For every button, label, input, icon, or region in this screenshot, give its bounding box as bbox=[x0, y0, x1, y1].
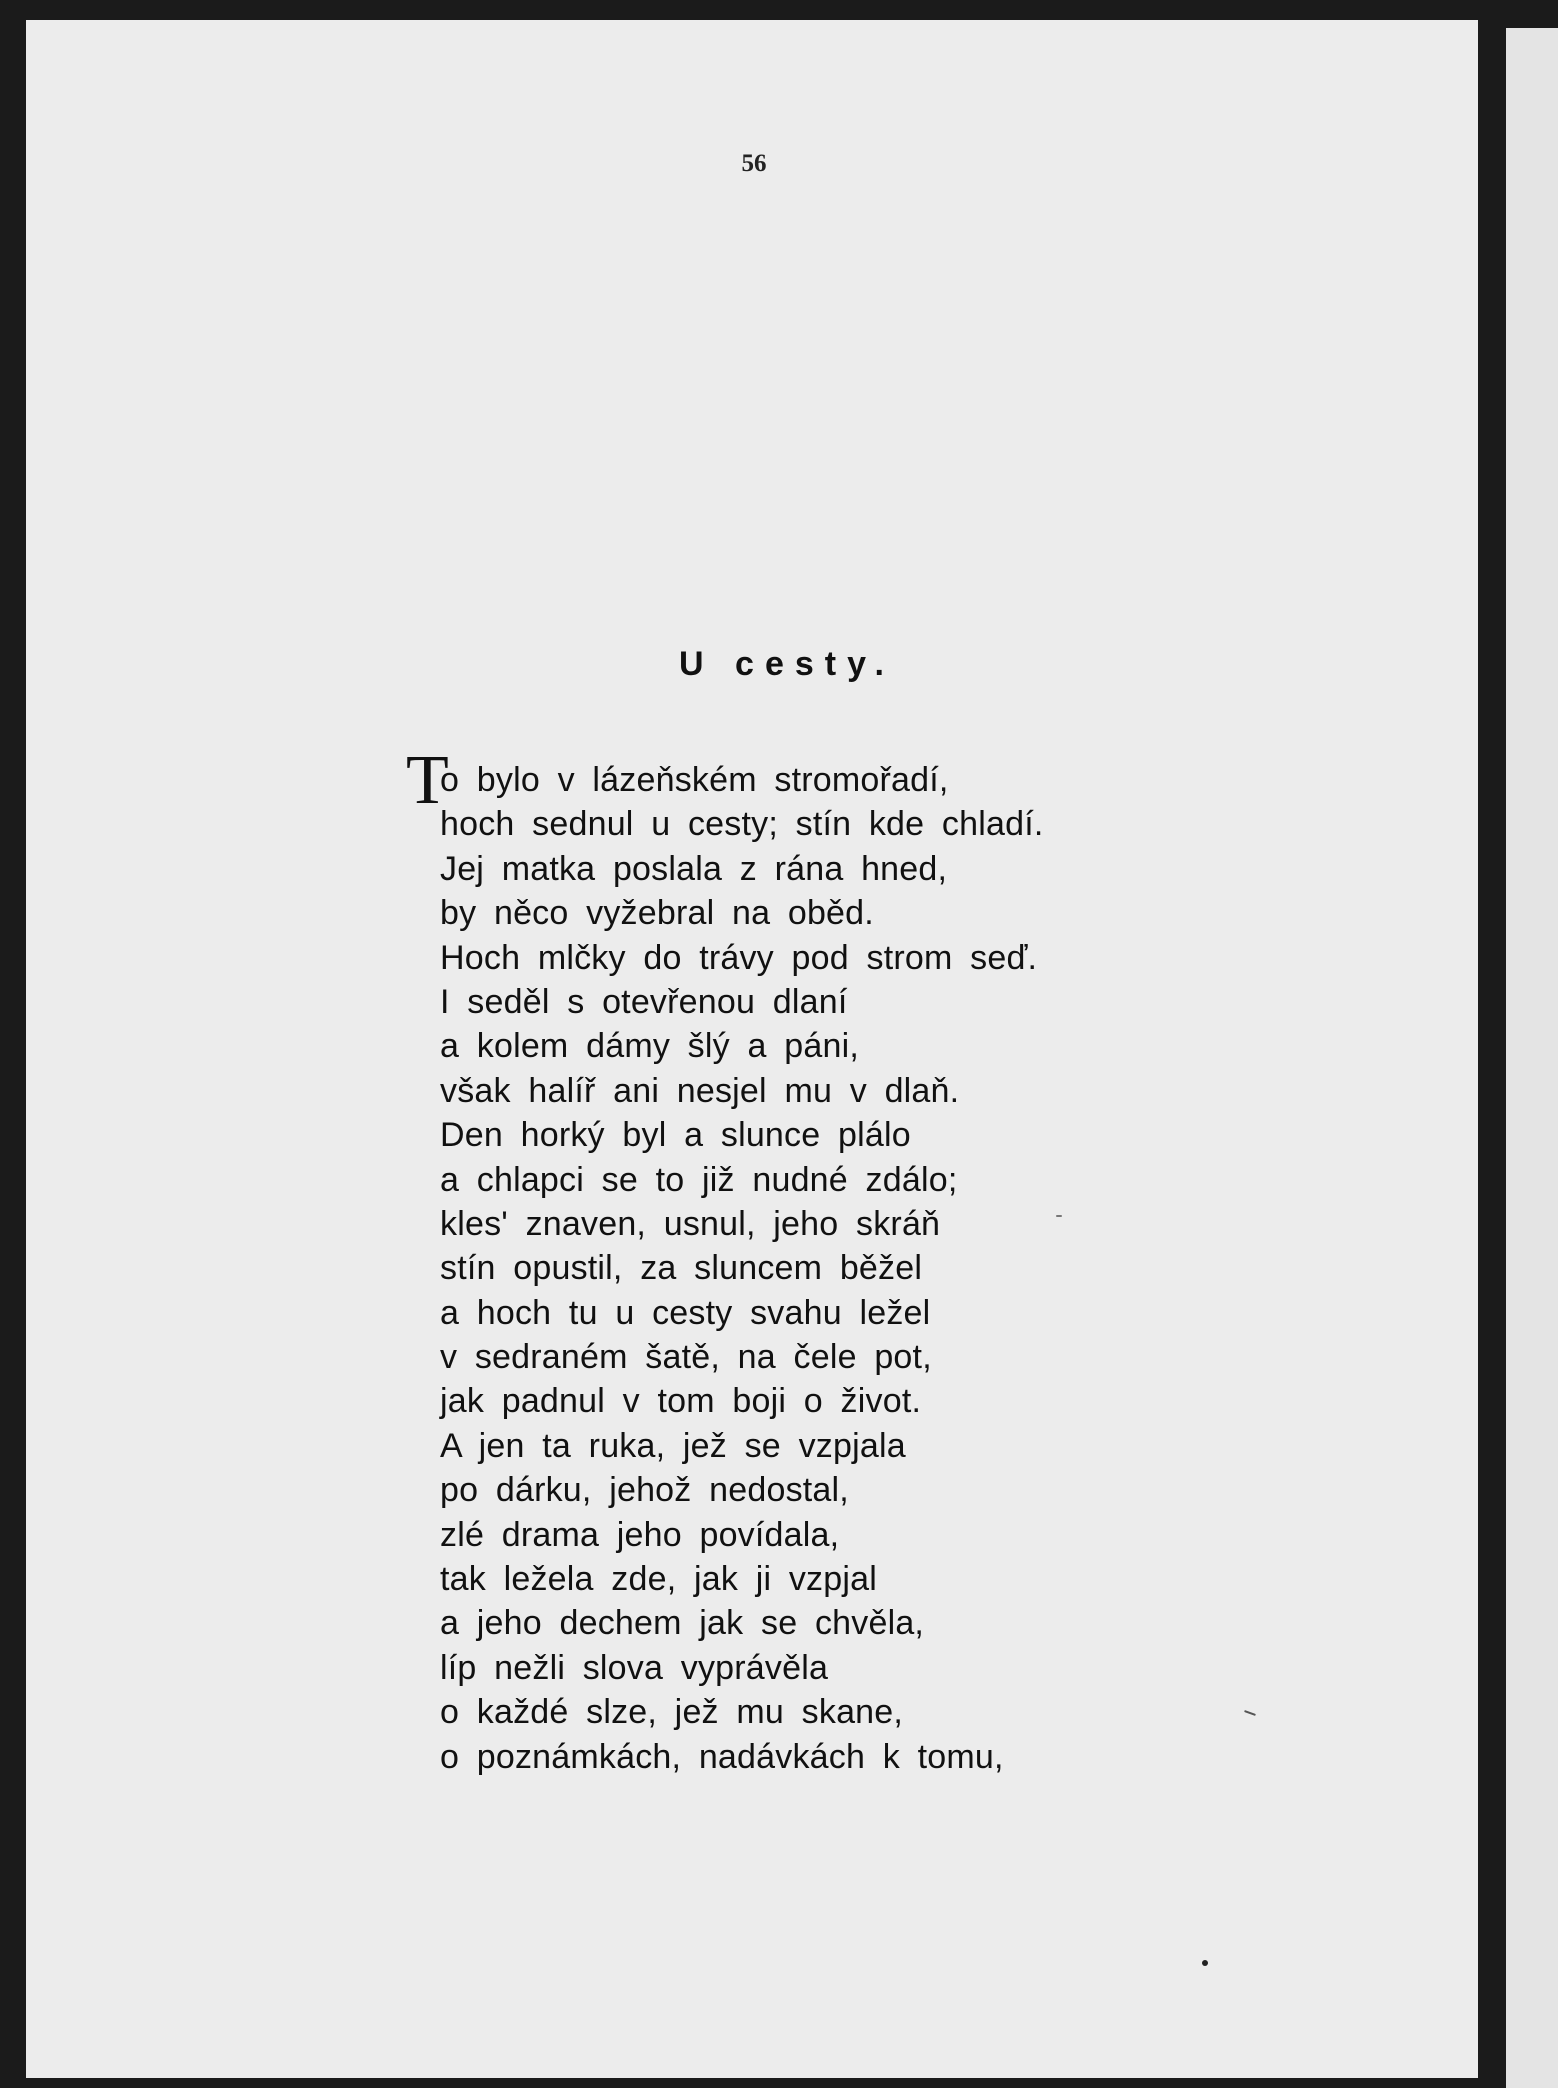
scan-speck bbox=[1244, 1710, 1256, 1716]
poem-line: jak padnul v tom boji o život. bbox=[440, 1382, 922, 1421]
adjacent-page-edge bbox=[1506, 28, 1558, 2088]
poem-line: o poznámkách, nadávkách k tomu, bbox=[440, 1737, 1004, 1776]
poem-line: A jen ta ruka, jež se vzpjala bbox=[440, 1426, 906, 1465]
poem-line: Hoch mlčky do trávy pod strom seď. bbox=[440, 938, 1038, 977]
poem-line: I seděl s otevřenou dlaní bbox=[440, 982, 848, 1021]
poem-line: zlé drama jeho povídala, bbox=[440, 1515, 840, 1554]
poem-line: však halíř ani nesjel mu v dlaň. bbox=[440, 1071, 960, 1110]
poem-title: U cesty. bbox=[679, 645, 895, 683]
poem-line: hoch sednul u cesty; stín kde chladí. bbox=[440, 805, 1044, 844]
poem-line-text: o bylo v lázeňském stromořadí, bbox=[440, 761, 949, 799]
poem-line bbox=[406, 742, 1240, 819]
poem-line: a chlapci se to již nudné zdálo; bbox=[440, 1160, 958, 1199]
page-number: 56 bbox=[741, 150, 767, 177]
poem-line: by něco vyžebral na oběd. bbox=[440, 894, 874, 933]
poem-line: Den horký byl a slunce plálo bbox=[440, 1116, 911, 1155]
poem-line: líp nežli slova vyprávěla bbox=[440, 1648, 829, 1687]
poem-line: po dárku, jehož nedostal, bbox=[440, 1471, 849, 1510]
scan-speck bbox=[1056, 1215, 1062, 1217]
poem-line: a kolem dámy šlý a páni, bbox=[440, 1027, 859, 1066]
poem-body bbox=[406, 742, 1240, 1779]
poem-line: a hoch tu u cesty svahu ležel bbox=[440, 1293, 931, 1332]
book-page bbox=[26, 20, 1478, 2078]
poem-line: kles' znaven, usnul, jeho skráň bbox=[440, 1204, 941, 1243]
poem-line: Jej matka poslala z rána hned, bbox=[440, 849, 948, 888]
drop-cap: T bbox=[406, 742, 449, 819]
poem-line: stín opustil, za sluncem běžel bbox=[440, 1249, 923, 1288]
poem-line: tak ležela zde, jak ji vzpjal bbox=[440, 1560, 877, 1599]
poem-line: v sedraném šatě, na čele pot, bbox=[440, 1338, 932, 1377]
poem-line: o každé slze, jež mu skane, bbox=[440, 1693, 904, 1732]
scan-speck bbox=[1202, 1960, 1208, 1966]
poem-line: a jeho dechem jak se chvěla, bbox=[440, 1604, 925, 1643]
